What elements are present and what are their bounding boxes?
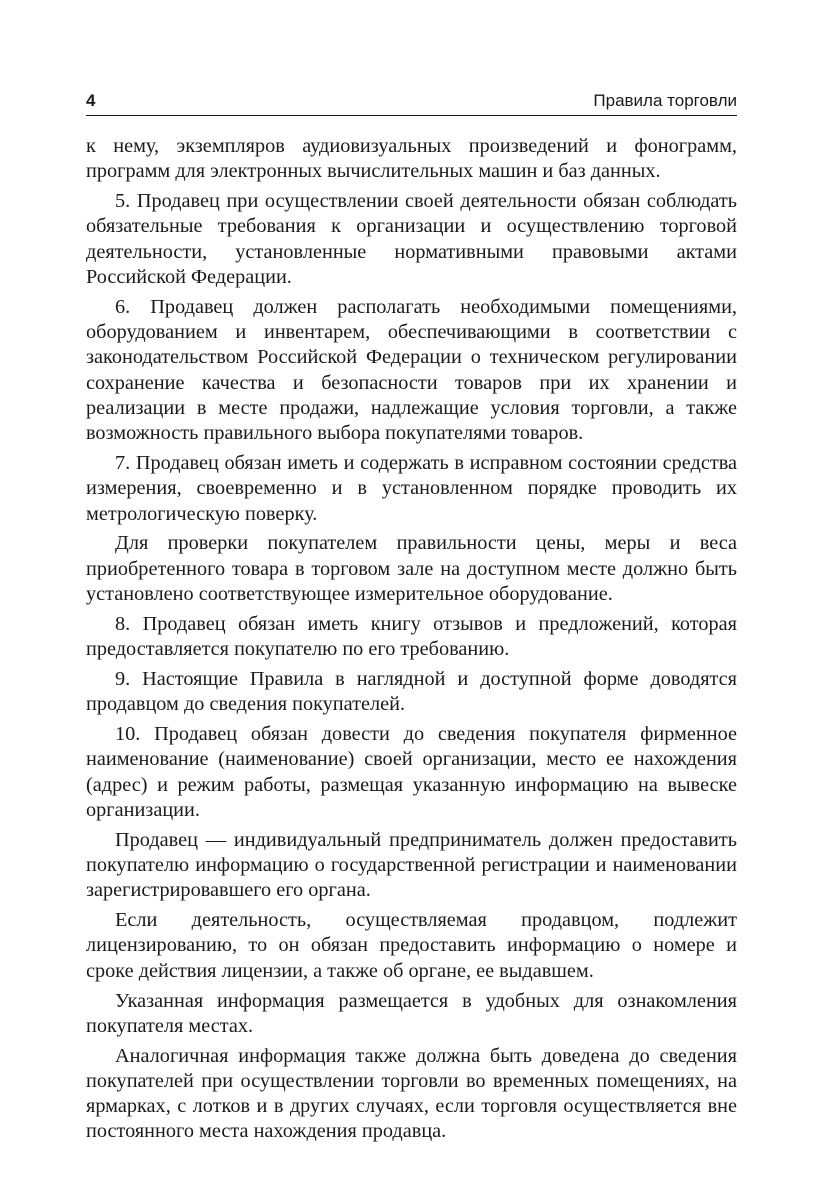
paragraph-info-placement: Указанная информация размещается в удобных для ознакомления покупателя местах. [86,989,737,1037]
paragraph-licensing: Если деятельность, осуществляемая продавцом, подлежит лицензированию, то он обязан предоставить информацию о номере и сроке действия лицензии, а также об органе, ее выдавшем. [86,909,737,982]
paragraph-item-5: 5. Продавец при осуществлении своей деятельности обязан соблюдать обязательные требования к организации и осуществлению торговой деятельности, установленные нормативными правовыми актами Российской Федерации. [86,190,737,288]
paragraph-item-7: 7. Продавец обязан иметь и содержать в исправном состоянии средства измерения, своевременно и в установленном порядке проводить их метрологическую поверку. [86,452,737,525]
paragraph-measuring-equipment: Для проверки покупателем правильности цены, меры и веса приобретенного товара в торговом зале на доступном месте должно быть установлено соответствующее измерительное оборудование. [86,532,737,606]
page-number: 4 [86,91,96,110]
running-title: Правила торговли [593,91,737,110]
paragraph-item-6: 6. Продавец должен располагать необходимыми помещениями, оборудованием и инвентарем, обеспечивающими в соответствии с законодательством Российской Федерации о техническом регулировании сохранение качества и безопасности товаров при их хранении и реализации в месте продажи, надлежащие условия торговли, а также возможность правильного выбора покупателями товаров. [86,295,737,445]
page-header [86,89,737,116]
paragraph-continuation: к нему, экземпляров аудиовизуальных произведений и фонограмм, программ для электронных вычислительных машин и баз данных. [86,135,737,183]
paragraph-entrepreneur: Продавец — индивидуальный предприниматель должен предоставить покупателю информацию о государственной регистрации и наименовании зарегистрировавшего его органа. [86,828,737,902]
body-text [86,134,737,1149]
paragraph-item-9: 9. Настоящие Правила в наглядной и доступной форме доводятся продавцом до сведения покупателей. [86,667,737,716]
paragraph-item-8: 8. Продавец обязан иметь книгу отзывов и предложений, которая предоставляется покупателю по его требованию. [86,612,737,661]
paragraph-item-10: 10. Продавец обязан довести до сведения покупателя фирменное наименование (наименование) своей организации, место ее нахождения (адрес) и режим работы, размещая указанную информацию на вывеске организации. [86,723,737,821]
paragraph-temporary-premises: Аналогичная информация также должна быть доведена до сведения покупателей при осуществлении торговли во временных помещениях, на ярмарках, с лотков и в других случаях, если торговля осуществляется вне постоянного места нахождения продавца. [86,1044,737,1143]
